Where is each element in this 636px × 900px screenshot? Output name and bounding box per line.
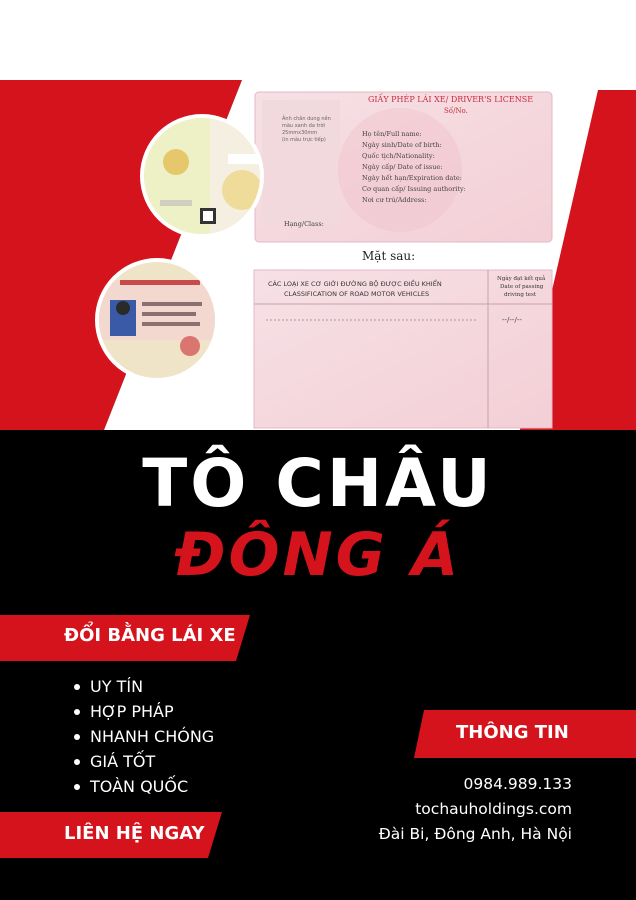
back-date-placeholder: --/--/-- <box>502 316 522 324</box>
service-point: TOÀN QUỐC <box>74 776 214 801</box>
field-issue-date: Ngày cấp/ Date of issue: <box>362 163 443 171</box>
field-address: Nơi cư trú/Address: <box>362 196 427 204</box>
license-photo-circle-2 <box>95 258 219 382</box>
license-photo-band <box>0 80 636 430</box>
license-back-card <box>254 270 552 428</box>
contact-phone[interactable]: 0984.989.133 <box>463 775 572 793</box>
service-heading: ĐỔI BẰNG LÁI XE <box>64 625 236 646</box>
field-full-name: Họ tên/Full name: <box>362 130 422 138</box>
license-front-title: GIẤY PHÉP LÁI XE/ DRIVER'S LICENSE <box>368 95 534 104</box>
photo-note-2: màu xanh da trời <box>282 123 325 129</box>
photo-note-4: (in màu trực tiếp) <box>282 137 326 143</box>
field-class: Hạng/Class: <box>284 220 324 228</box>
service-point: NHANH CHÓNG <box>74 726 214 751</box>
contact-address: Đài Bi, Đông Anh, Hà Nội <box>378 825 572 843</box>
contact-website[interactable]: tochauholdings.com <box>415 800 572 818</box>
license-front-number: Số/No. <box>444 107 468 115</box>
photo-note-3: 25mmx30mm <box>282 130 318 136</box>
back-table-subtitle: CLASSIFICATION OF ROAD MOTOR VEHICLES <box>284 290 430 298</box>
back-col2-line3: driving test <box>504 292 537 298</box>
service-points-list <box>74 676 214 801</box>
back-table-title: CÁC LOẠI XE CƠ GIỚI ĐƯỜNG BỘ ĐƯỢC ĐIỀU KHIỂN <box>268 280 442 288</box>
field-nationality: Quốc tịch/Nationality: <box>362 152 435 160</box>
field-dob: Ngày sinh/Date of birth: <box>362 141 442 149</box>
photo-note-1: Ảnh chân dung nền <box>282 116 331 122</box>
back-col2-line1: Ngày đạt kết quả <box>497 276 546 282</box>
license-front-card <box>255 92 552 242</box>
brand-title-line1: TÔ CHÂU <box>142 445 494 522</box>
contact-heading: THÔNG TIN <box>456 722 569 743</box>
field-expiry: Ngày hết hạn/Expiration date: <box>362 174 462 182</box>
back-col2-line2: Date of passing <box>500 284 544 290</box>
service-point: UY TÍN <box>74 676 214 701</box>
brand-title-line2: ĐÔNG Á <box>174 520 462 590</box>
service-point: HỢP PHÁP <box>74 701 214 726</box>
service-point: GIÁ TỐT <box>74 751 214 776</box>
field-authority: Cơ quan cấp/ Issuing authority: <box>362 185 466 193</box>
back-side-heading: Mặt sau: <box>362 249 416 263</box>
cta-contact-now[interactable]: LIÊN HỆ NGAY <box>64 823 205 844</box>
